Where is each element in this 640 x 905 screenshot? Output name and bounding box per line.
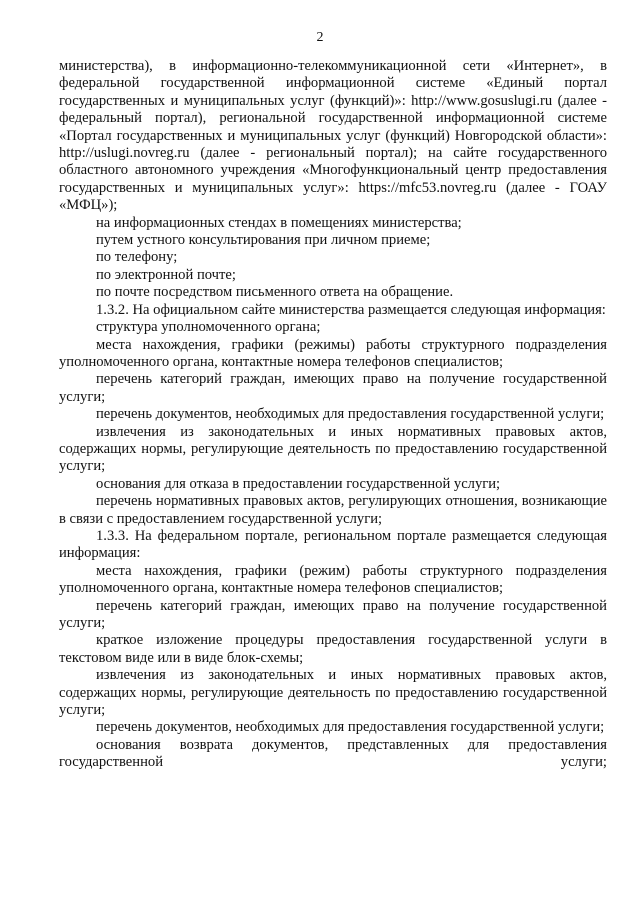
page-number: 2 [316,30,324,45]
list-item-info-stands: на информационных стендах в помещениях министерства; [96,214,462,231]
list-item-citizen-categories-2: перечень категорий граждан, имеющих право на получение государственной услуги; [59,597,607,631]
list-item-locations-schedules: места нахождения, графики (режимы) работы структурного подразделения уполномоченного органа, контактные номера телефонов специалистов; [59,336,607,370]
list-item-citizen-categories: перечень категорий граждан, имеющих право на получение государственной услуги; [59,371,607,405]
list-item-phone: по телефону; [96,249,178,266]
section-1-3-2-heading: 1.3.2. На официальном сайте министерства размещается следующая информация: [96,301,606,318]
list-item-structure: структура уполномоченного органа; [96,319,321,336]
list-item-oral-consulting: путем устного консультирования при личном приеме; [96,232,431,249]
list-item-postal-mail: по почте посредством письменного ответа на обращение. [96,284,454,301]
list-item-required-documents: перечень документов, необходимых для предоставления государственной услуги; [96,406,605,423]
list-item-locations-schedules-2: места нахождения, графики (режим) работы структурного подразделения уполномоченного органа, контактные номера телефонов специалистов; [59,562,607,597]
paragraph-contact-channels: министерства), в информационно-телекоммуникационной сети «Интернет», в федеральной государственной информационной системе «Единый портал государственных и муниципальных услуг (функций)»: http://www.gosuslugi.ru (далее - федеральный портал), региональной государственной информационной системе «Портал государственных и муниципальных услуг (функций) Новгородской области»: http://uslugi.novreg.ru (далее - региональный портал); на сайте государственного областного автономного учреждения «Многофункциональный центр предоставления государственных и муниципальных услуг»: https://mfc53.novreg.ru (далее - ГОАУ «МФЦ»); [59,58,607,214]
document-body [59,58,607,772]
list-item-email: по электронной почте; [96,266,236,283]
list-item-procedure-summary: краткое изложение процедуры предоставления государственной услуги в текстовом виде или в виде блок-схемы; [59,632,607,666]
list-item-required-documents-2: перечень документов, необходимых для предоставления государственной услуги; [96,719,605,736]
list-item-legal-extracts-2: извлечения из законодательных и иных нормативных правовых актов, содержащих нормы, регулирующие деятельность по предоставлению государственной услуги; [59,667,607,719]
list-item-regulatory-acts: перечень нормативных правовых актов, регулирующих отношения, возникающие в связи с предоставлением государственной услуги; [59,493,607,527]
list-item-refusal-grounds: основания для отказа в предоставлении государственной услуги; [96,475,501,492]
section-1-3-3-heading: 1.3.3. На федеральном портале, региональном портале размещается следующая информация: [59,527,607,562]
list-item-legal-extracts: извлечения из законодательных и иных нормативных правовых актов, содержащих нормы, регулирующие деятельность по предоставлению государственной услуги; [59,423,607,475]
list-item-return-grounds: основания возврата документов, представленных для предоставления государственной услуги; [59,736,607,771]
